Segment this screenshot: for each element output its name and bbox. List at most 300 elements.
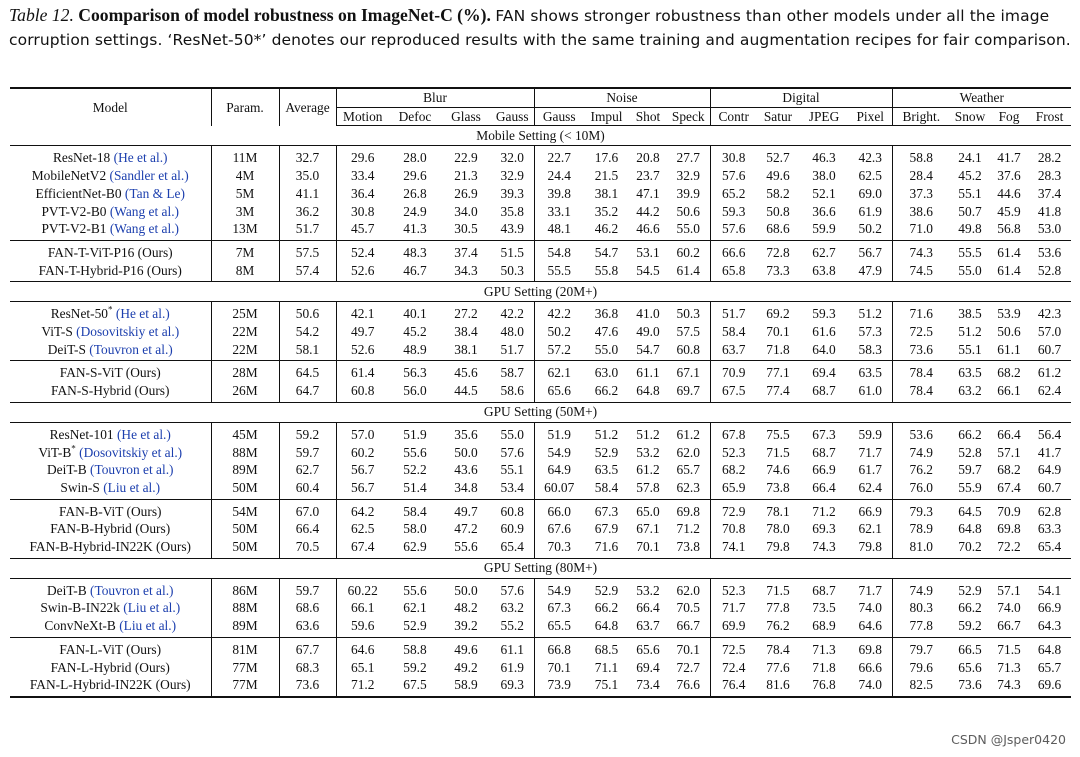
value-cell: 39.2 [441, 617, 491, 637]
value-cell: 66.2 [584, 382, 629, 402]
table-row [10, 240, 1071, 261]
average-cell: 35.0 [279, 167, 336, 185]
value-cell: 44.2 [636, 203, 660, 219]
col-header-digital-contr: Contr [710, 107, 757, 126]
value-cell: 70.1 [547, 659, 571, 675]
value-cell: 68.2 [997, 365, 1021, 381]
model-cell [10, 676, 211, 697]
value-cell: 43.6 [454, 462, 478, 478]
value-cell: 55.8 [584, 262, 629, 282]
value-cell: 73.4 [629, 676, 667, 697]
value-cell: 61.4 [667, 262, 710, 282]
value-cell: 60.7 [1028, 479, 1071, 499]
col-header-digital-jpeg: JPEG [799, 107, 849, 126]
value-cell: 65.0 [636, 503, 660, 519]
value-cell: 39.9 [667, 185, 710, 203]
value-cell: 63.5 [958, 365, 982, 381]
value-cell: 60.2 [351, 444, 375, 460]
model-cell [10, 422, 211, 443]
col-header-weather-frost: Frost [1028, 107, 1071, 126]
value-cell: 67.4 [336, 538, 389, 558]
value-cell: 38.5 [958, 306, 982, 322]
value-cell: 49.2 [454, 659, 478, 675]
value-cell: 79.7 [909, 641, 933, 657]
value-cell: 58.8 [403, 641, 427, 657]
col-average-header: Average [279, 88, 336, 126]
model-cell [10, 637, 211, 658]
citation-link[interactable]: (Touvron et al.) [90, 462, 174, 478]
value-cell: 51.4 [389, 479, 441, 499]
value-cell: 46.7 [389, 262, 441, 282]
value-cell: 49.8 [950, 220, 990, 240]
value-cell: 55.6 [403, 444, 427, 460]
asterisk-mark: * [71, 443, 76, 454]
citation-link[interactable]: (Wang et al.) [109, 203, 180, 219]
value-cell: 50.0 [454, 444, 478, 460]
value-cell: 29.6 [403, 168, 427, 184]
model-name: DeiT-B [46, 582, 87, 598]
value-cell: 61.9 [849, 203, 892, 221]
value-cell: 27.7 [667, 146, 710, 167]
value-cell: 30.8 [722, 150, 746, 166]
value-cell: 64.6 [351, 641, 375, 657]
value-cell: 67.6 [547, 521, 571, 537]
param-cell: 22M [211, 341, 279, 361]
table-row [10, 599, 1071, 617]
value-cell: 73.6 [950, 676, 990, 697]
col-header-digital-satur: Satur [757, 107, 799, 126]
value-cell: 17.6 [594, 150, 619, 166]
value-cell: 56.7 [849, 240, 892, 261]
model-name: FAN-L-ViT (Ours) [59, 641, 162, 657]
value-cell: 34.3 [441, 262, 491, 282]
value-cell: 44.5 [441, 382, 491, 402]
value-cell: 76.4 [710, 676, 757, 697]
value-cell: 41.0 [636, 306, 660, 322]
param-cell: 26M [211, 382, 279, 402]
value-cell: 49.6 [454, 641, 478, 657]
average-cell: 57.5 [279, 240, 336, 261]
value-cell: 66.7 [667, 617, 710, 637]
value-cell: 73.3 [757, 262, 799, 282]
value-cell: 52.9 [594, 582, 619, 598]
value-cell: 61.7 [849, 461, 892, 479]
value-cell: 64.9 [547, 462, 571, 478]
citation-link[interactable]: (Dosovitskiy et al.) [76, 324, 180, 340]
value-cell: 64.8 [1037, 641, 1062, 657]
value-cell: 65.6 [958, 659, 982, 675]
value-cell: 21.3 [454, 168, 478, 184]
table-row [10, 578, 1071, 599]
value-cell: 61.1 [491, 637, 534, 658]
value-cell: 73.8 [757, 479, 799, 499]
model-name: PVT-V2-B1 [41, 221, 107, 237]
value-cell: 61.4 [997, 244, 1021, 260]
value-cell: 66.9 [849, 499, 892, 520]
value-cell: 60.9 [491, 520, 534, 538]
table-row [10, 302, 1071, 323]
value-cell: 64.3 [1028, 617, 1071, 637]
value-cell: 38.1 [594, 185, 619, 201]
value-cell: 59.3 [722, 203, 746, 219]
value-cell: 76.8 [799, 676, 849, 697]
value-cell: 66.0 [547, 503, 571, 519]
value-cell: 51.2 [849, 302, 892, 323]
model-name: Swin-B-IN22k [40, 600, 120, 616]
value-cell: 79.8 [757, 538, 799, 558]
param-cell: 77M [211, 659, 279, 677]
value-cell: 63.2 [950, 382, 990, 402]
table-row [10, 167, 1071, 185]
citation-link[interactable]: (He et al.) [116, 426, 171, 442]
setting-title: GPU Setting (80M+) [10, 558, 1071, 578]
param-cell: 7M [211, 240, 279, 261]
value-cell: 55.0 [667, 220, 710, 240]
value-cell: 66.2 [958, 600, 982, 616]
param-cell: 5M [211, 185, 279, 203]
value-cell: 58.8 [909, 150, 933, 166]
citation-link[interactable]: (Tan & Le) [124, 185, 185, 201]
value-cell: 65.5 [534, 617, 584, 637]
value-cell: 67.9 [594, 521, 619, 537]
value-cell: 38.4 [454, 324, 478, 340]
value-cell: 26.9 [454, 185, 478, 201]
value-cell: 42.2 [491, 302, 534, 323]
value-cell: 53.6 [909, 426, 933, 442]
col-header-blur-defoc: Defoc [389, 107, 441, 126]
value-cell: 33.1 [547, 203, 571, 219]
value-cell: 76.6 [667, 676, 710, 697]
value-cell: 71.6 [584, 538, 629, 558]
value-cell: 54.9 [547, 444, 571, 460]
value-cell: 71.0 [892, 220, 950, 240]
value-cell: 71.8 [812, 659, 836, 675]
value-cell: 77.8 [892, 617, 950, 637]
value-cell: 73.5 [812, 600, 836, 616]
value-cell: 46.3 [812, 150, 836, 166]
citation-link[interactable]: (Wang et al.) [109, 221, 180, 237]
param-cell: 88M [211, 599, 279, 617]
citation-link[interactable]: (Liu et al.) [103, 479, 161, 495]
col-header-weather-fog: Fog [990, 107, 1028, 126]
table-row [10, 520, 1071, 538]
value-cell: 42.1 [351, 306, 375, 322]
value-cell: 62.4 [849, 479, 892, 499]
value-cell: 45.2 [958, 168, 982, 184]
value-cell: 55.1 [958, 185, 982, 201]
value-cell: 49.7 [351, 324, 375, 340]
param-cell: 86M [211, 578, 279, 599]
table-row [10, 185, 1071, 203]
value-cell: 70.8 [722, 521, 746, 537]
value-cell: 64.5 [958, 503, 982, 519]
value-cell: 50.7 [958, 203, 982, 219]
citation-link[interactable]: (He et al.) [113, 150, 168, 166]
value-cell: 57.6 [491, 444, 534, 462]
value-cell: 57.1 [997, 582, 1021, 598]
value-cell: 67.5 [710, 382, 757, 402]
col-header-digital-pixel: Pixel [849, 107, 892, 126]
value-cell: 54.1 [1037, 582, 1062, 598]
model-cell [10, 302, 211, 323]
value-cell: 67.1 [636, 521, 660, 537]
value-cell: 47.1 [636, 185, 660, 201]
value-cell: 52.4 [351, 244, 375, 260]
param-cell: 22M [211, 323, 279, 341]
value-cell: 57.6 [722, 168, 746, 184]
table-row [10, 146, 1071, 167]
average-cell: 58.1 [279, 341, 336, 361]
average-cell: 60.4 [279, 479, 336, 499]
citation-link[interactable]: (Dosovitskiy et al.) [79, 444, 183, 460]
value-cell: 69.8 [849, 637, 892, 658]
value-cell: 68.7 [812, 444, 836, 460]
value-cell: 61.4 [990, 262, 1028, 282]
value-cell: 20.8 [636, 150, 660, 166]
citation-link[interactable]: (Touvron et al.) [90, 582, 174, 598]
value-cell: 35.6 [454, 426, 478, 442]
value-cell: 48.1 [534, 220, 584, 240]
table-row [10, 220, 1071, 240]
model-cell [10, 499, 211, 520]
col-header-noise-speck: Speck [667, 107, 710, 126]
value-cell: 60.8 [336, 382, 389, 402]
value-cell: 41.7 [997, 150, 1021, 166]
value-cell: 48.9 [389, 341, 441, 361]
value-cell: 71.1 [594, 659, 619, 675]
col-header-blur-gauss: Gauss [491, 107, 534, 126]
value-cell: 52.2 [403, 462, 427, 478]
model-name: FAN-B-Hybrid (Ours) [50, 521, 171, 537]
value-cell: 53.4 [491, 479, 534, 499]
value-cell: 79.3 [909, 503, 933, 519]
value-cell: 51.5 [491, 240, 534, 261]
value-cell: 57.3 [849, 323, 892, 341]
value-cell: 61.2 [1037, 365, 1062, 381]
value-cell: 66.5 [958, 641, 982, 657]
value-cell: 61.0 [849, 382, 892, 402]
value-cell: 36.4 [351, 185, 375, 201]
setting-row [10, 558, 1071, 578]
value-cell: 74.9 [909, 444, 933, 460]
value-cell: 76.0 [892, 479, 950, 499]
value-cell: 74.0 [997, 600, 1021, 616]
param-cell: 13M [211, 220, 279, 240]
value-cell: 42.3 [1037, 306, 1062, 322]
caption-title: Coomparison of model robustness on ImageNet-C (%). [78, 5, 491, 25]
value-cell: 48.3 [403, 244, 427, 260]
citation-link[interactable]: (He et al.) [115, 306, 170, 322]
model-name: ConvNeXt-B [44, 618, 116, 634]
value-cell: 57.8 [629, 479, 667, 499]
value-cell: 34.0 [454, 203, 478, 219]
value-cell: 29.6 [351, 150, 375, 166]
table-row [10, 637, 1071, 658]
param-cell: 50M [211, 538, 279, 558]
model-name: DeiT-B [46, 462, 87, 478]
value-cell: 58.6 [491, 382, 534, 402]
value-cell: 54.8 [547, 244, 571, 260]
value-cell: 71.5 [766, 582, 790, 598]
value-cell: 47.2 [454, 521, 478, 537]
model-name: DeiT-S [47, 341, 86, 357]
value-cell: 55.1 [950, 341, 990, 361]
value-cell: 65.6 [636, 641, 660, 657]
value-cell: 62.0 [667, 578, 710, 599]
value-cell: 53.9 [997, 306, 1021, 322]
model-cell [10, 361, 211, 382]
model-name: FAN-L-Hybrid (Ours) [50, 659, 170, 675]
value-cell: 21.5 [594, 168, 619, 184]
asterisk-mark: * [108, 304, 113, 315]
value-cell: 55.1 [491, 461, 534, 479]
value-cell: 49.7 [454, 503, 478, 519]
value-cell: 62.1 [547, 365, 571, 381]
value-cell: 52.6 [336, 262, 389, 282]
value-cell: 71.2 [667, 520, 710, 538]
watermark: CSDN @Jsper0420 [951, 732, 1066, 747]
value-cell: 72.5 [909, 324, 933, 340]
value-cell: 69.8 [667, 499, 710, 520]
value-cell: 65.7 [667, 461, 710, 479]
value-cell: 59.2 [403, 659, 427, 675]
value-cell: 50.6 [997, 324, 1021, 340]
model-name: FAN-L-Hybrid-IN22K (Ours) [29, 677, 191, 693]
value-cell: 69.3 [491, 676, 534, 697]
value-cell: 61.4 [351, 365, 375, 381]
robustness-table [10, 87, 1071, 698]
average-cell: 64.7 [279, 382, 336, 402]
value-cell: 67.3 [812, 426, 836, 442]
value-cell: 65.9 [710, 479, 757, 499]
table-row [10, 341, 1071, 361]
param-cell: 54M [211, 499, 279, 520]
value-cell: 58.7 [491, 361, 534, 382]
value-cell: 65.8 [710, 262, 757, 282]
value-cell: 71.5 [766, 444, 790, 460]
value-cell: 60.22 [347, 582, 378, 598]
value-cell: 51.7 [722, 306, 746, 322]
value-cell: 70.9 [997, 503, 1021, 519]
value-cell: 55.5 [958, 244, 982, 260]
value-cell: 80.3 [909, 600, 933, 616]
value-cell: 56.7 [336, 479, 389, 499]
value-cell: 54.7 [594, 244, 619, 260]
value-cell: 72.9 [722, 503, 746, 519]
value-cell: 65.7 [1037, 659, 1062, 675]
model-cell [10, 659, 211, 677]
value-cell: 69.8 [997, 521, 1021, 537]
value-cell: 45.7 [336, 220, 389, 240]
param-cell: 89M [211, 617, 279, 637]
value-cell: 74.9 [909, 582, 933, 598]
table-row [10, 323, 1071, 341]
value-cell: 57.5 [667, 323, 710, 341]
value-cell: 50.3 [491, 262, 534, 282]
col-header-noise-gauss: Gauss [534, 107, 584, 126]
group-header-weather: Weather [892, 88, 1071, 107]
value-cell: 70.1 [766, 324, 790, 340]
value-cell: 69.6 [1028, 676, 1071, 697]
value-cell: 56.4 [1037, 426, 1062, 442]
model-cell [10, 146, 211, 167]
model-cell [10, 382, 211, 402]
value-cell: 33.4 [351, 168, 375, 184]
value-cell: 75.5 [766, 426, 790, 442]
citation-link[interactable]: (Liu et al.) [119, 618, 177, 634]
value-cell: 62.4 [1028, 382, 1071, 402]
value-cell: 65.4 [1028, 538, 1071, 558]
param-cell: 50M [211, 520, 279, 538]
table-row [10, 499, 1071, 520]
citation-link[interactable]: (Liu et al.) [123, 600, 181, 616]
header-row-groups [10, 88, 1071, 107]
value-cell: 67.5 [389, 676, 441, 697]
value-cell: 28.2 [1037, 150, 1062, 166]
value-cell: 34.8 [441, 479, 491, 499]
setting-row [10, 126, 1071, 146]
value-cell: 26.8 [403, 185, 427, 201]
value-cell: 52.7 [766, 150, 790, 166]
col-header-weather-bright: Bright. [892, 107, 950, 126]
value-cell: 74.3 [799, 538, 849, 558]
value-cell: 49.6 [766, 168, 790, 184]
value-cell: 59.9 [799, 220, 849, 240]
value-cell: 74.3 [990, 676, 1028, 697]
average-cell: 63.6 [279, 617, 336, 637]
value-cell: 57.1 [997, 444, 1021, 460]
value-cell: 65.4 [491, 538, 534, 558]
table-row [10, 538, 1071, 558]
value-cell: 22.7 [547, 150, 571, 166]
value-cell: 52.8 [1028, 262, 1071, 282]
value-cell: 68.6 [757, 220, 799, 240]
value-cell: 58.4 [722, 324, 746, 340]
value-cell: 53.6 [1037, 244, 1062, 260]
value-cell: 52.9 [958, 582, 982, 598]
value-cell: 51.9 [547, 426, 571, 442]
value-cell: 64.0 [799, 341, 849, 361]
setting-title: GPU Setting (20M+) [10, 282, 1071, 302]
value-cell: 72.5 [722, 641, 746, 657]
value-cell: 71.7 [849, 578, 892, 599]
value-cell: 63.8 [799, 262, 849, 282]
value-cell: 57.6 [710, 220, 757, 240]
value-cell: 28.3 [1037, 168, 1062, 184]
group-header-blur: Blur [336, 88, 534, 107]
value-cell: 37.6 [997, 168, 1021, 184]
value-cell: 58.2 [766, 185, 790, 201]
citation-link[interactable]: (Touvron et al.) [89, 341, 173, 357]
value-cell: 53.2 [636, 582, 660, 598]
value-cell: 52.6 [336, 341, 389, 361]
average-cell: 73.6 [279, 676, 336, 697]
average-cell: 67.7 [279, 637, 336, 658]
col-header-noise-impul: Impul [584, 107, 629, 126]
average-cell: 62.7 [279, 461, 336, 479]
value-cell: 81.0 [892, 538, 950, 558]
value-cell: 62.0 [667, 444, 710, 462]
citation-link[interactable]: (Sandler et al.) [109, 168, 189, 184]
value-cell: 28.4 [909, 168, 933, 184]
value-cell: 56.7 [351, 462, 375, 478]
value-cell: 77.1 [766, 365, 790, 381]
model-name: FAN-S-Hybrid (Ours) [51, 383, 170, 399]
value-cell: 52.8 [958, 444, 982, 460]
model-name: PVT-V2-B0 [41, 203, 107, 219]
value-cell: 35.8 [491, 203, 534, 221]
value-cell: 48.0 [491, 323, 534, 341]
